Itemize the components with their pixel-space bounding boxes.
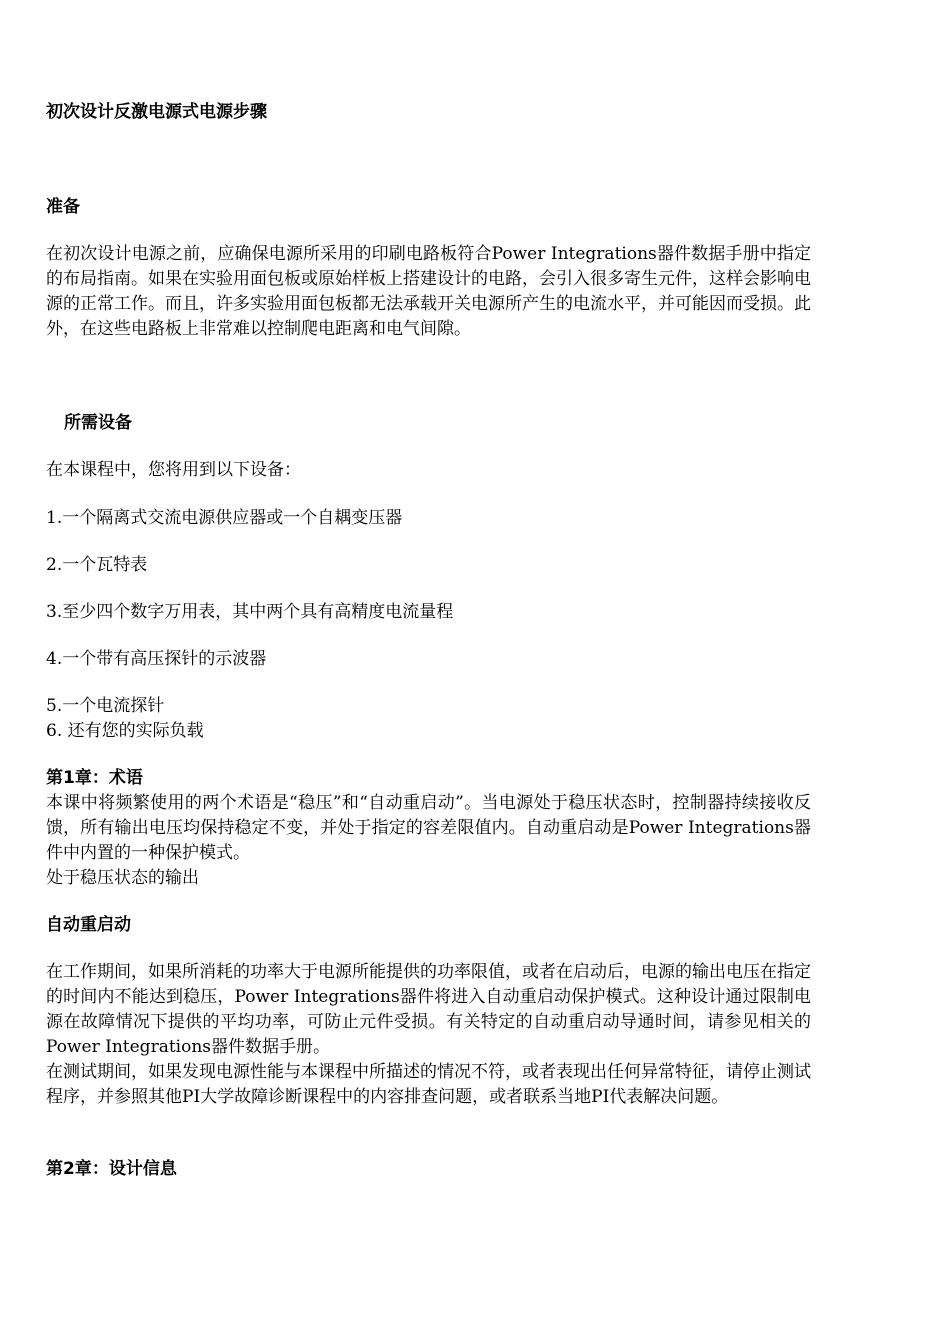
chapter2-heading: 第2章：设计信息 [46, 1159, 177, 1179]
equipment-item-6: 6. 还有您的实际负载 [46, 721, 204, 741]
chapter1-paragraph: 本课中将频繁使用的两个术语是“稳压”和“自动重启动”。当电源处于稳压状态时，控制器持续接收反馈，所有输出电压均保持稳定不变，并处于指定的容差限值内。自动重启动是Power Integrations器件中内置的一种保护模式。 [46, 793, 811, 863]
equipment-item-4: 4.一个带有高压探针的示波器 [46, 649, 267, 669]
autorestart-paragraph-1: 在工作期间，如果所消耗的功率大于电源所能提供的功率限值，或者在启动后，电源的输出电压在指定的时间内不能达到稳压，Power Integrations器件将进入自动重启动保护模式。这种设计通过限制电源在故障情况下提供的平均功率，可防止元件受损。有关特定的自动重启动导通时间，请参见相关的Power Integrations器件数据手册。 [46, 962, 811, 1057]
document-title: 初次设计反激电源式电源步骤 [46, 102, 267, 122]
chapter1-heading: 第1章：术语 [46, 768, 143, 788]
equipment-item-2: 2.一个瓦特表 [46, 555, 148, 575]
prep-paragraph: 在初次设计电源之前，应确保电源所采用的印刷电路板符合Power Integrations器件数据手册中指定的布局指南。如果在实验用面包板或原始样板上搭建设计的电路，会引入很多寄生元件，这样会影响电源的正常工作。而且，许多实验用面包板都无法承载开关电源所产生的电流水平，并可能因而受损。此外，在这些电路板上非常难以控制爬电距离和电气间隙。 [46, 244, 811, 339]
section-heading-equipment: 所需设备 [64, 413, 132, 433]
chapter1-note: 处于稳压状态的输出 [46, 868, 199, 888]
section-heading-autorestart: 自动重启动 [46, 915, 131, 935]
section-heading-prep: 准备 [46, 197, 80, 217]
equipment-intro: 在本课程中，您将用到以下设备： [46, 460, 301, 480]
equipment-item-1: 1.一个隔离式交流电源供应器或一个自耦变压器 [46, 508, 403, 528]
equipment-item-3: 3.至少四个数字万用表，其中两个具有高精度电流量程 [46, 602, 454, 622]
equipment-item-5: 5.一个电流探针 [46, 696, 165, 716]
autorestart-paragraph-2: 在测试期间，如果发现电源性能与本课程中所描述的情况不符，或者表现出任何异常特征，请停止测试程序，并参照其他PI大学故障诊断课程中的内容排查问题，或者联系当地PI代表解决问题。 [46, 1062, 811, 1107]
